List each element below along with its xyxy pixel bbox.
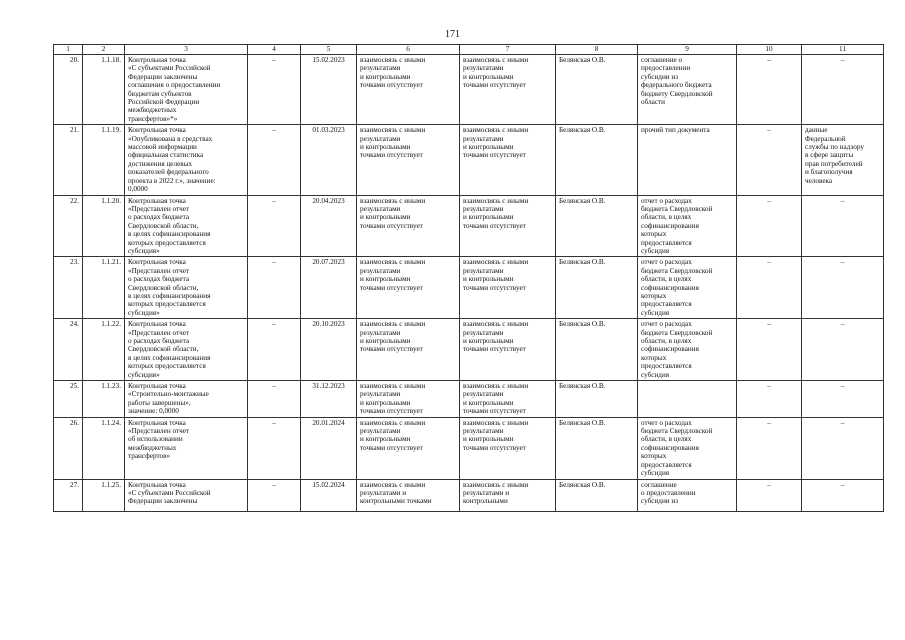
relation-description-line: точками отсутствует <box>360 283 423 292</box>
relation-description-line: результатами <box>463 427 504 436</box>
relation-description-line: взаимосвязь с иными <box>463 382 529 391</box>
control-point-name-line: субсидия» <box>128 370 160 379</box>
info-system-line: прав потребителей <box>805 159 863 168</box>
row-code: 1.1.22. <box>83 319 125 381</box>
control-point-name-line: «С субъектами Российской <box>128 64 211 73</box>
document-type-line: субсидия <box>641 246 670 255</box>
column-10-value: – <box>737 195 802 257</box>
control-point-name-line: о расходах бюджета <box>128 213 190 222</box>
column-4-value: – <box>248 319 301 381</box>
row-code: 1.1.18. <box>83 55 125 125</box>
control-point-name-line: Контрольная точка <box>128 196 186 205</box>
info-system-line: – <box>840 382 845 391</box>
deadline-date: 20.10.2023 <box>301 319 357 381</box>
relation-description-line: и контрольными <box>360 72 411 81</box>
relation-description-line: точками отсутствует <box>360 345 423 354</box>
info-system <box>802 55 884 125</box>
document-type-line: соглашение <box>641 480 677 489</box>
document-type-line: бюджета Свердловской <box>641 427 713 436</box>
relation-description <box>460 125 556 195</box>
document-type <box>638 479 737 511</box>
control-point-name <box>125 381 248 418</box>
relation-description-line: и контрольными <box>360 275 411 284</box>
relation-description-line: и контрольными <box>360 337 411 345</box>
control-point-name <box>125 319 248 381</box>
document-type-line: субсидия <box>641 308 670 317</box>
column-header: 1 <box>54 45 83 55</box>
relation-description-line: точками отсутствует <box>463 345 526 354</box>
relation-description-line: точками отсутствует <box>360 151 423 160</box>
control-point-name-line: трансфертов»*» <box>128 114 178 123</box>
relation-description-line: взаимосвязь с иными <box>463 56 529 64</box>
document-type-line: софинансирования <box>641 221 699 230</box>
control-point-name-line: межбюджетных <box>128 106 177 115</box>
relation-description-line: точками отсутствует <box>463 283 526 292</box>
info-system-line: – <box>840 56 845 64</box>
table-row <box>54 319 884 381</box>
document-type-line: предоставляется <box>641 362 692 371</box>
relation-description-line: результатами <box>360 64 401 73</box>
row-number: 27. <box>54 479 83 511</box>
relation-description-line: результатами <box>463 390 504 399</box>
relation-description <box>460 381 556 418</box>
table-row <box>54 381 884 418</box>
control-point-name-line: о расходах бюджета <box>128 337 190 345</box>
relation-description <box>357 125 460 195</box>
control-point-name-line: «Представлен отчет <box>128 427 190 436</box>
document-type-line: бюджета Свердловской <box>641 328 713 337</box>
row-code: 1.1.23. <box>83 381 125 418</box>
document-type-line: субсидии из <box>641 497 679 506</box>
page-number: 171 <box>445 29 460 40</box>
control-point-name-line: Свердловской области, <box>128 345 199 354</box>
relation-description-line: взаимосвязь с иными <box>360 480 426 489</box>
relation-description-line: точками отсутствует <box>360 407 423 416</box>
table-body <box>54 55 884 512</box>
relation-description <box>460 479 556 511</box>
document-type-line: области, в целях <box>641 337 692 345</box>
relation-description-line: взаимосвязь с иными <box>360 418 426 427</box>
column-header: 2 <box>83 45 125 55</box>
info-system <box>802 381 884 418</box>
relation-description-line: взаимосвязь с иными <box>360 320 426 329</box>
relation-description-line: результатами <box>463 64 504 73</box>
column-header: 5 <box>301 45 357 55</box>
relation-description-line: точками отсутствует <box>463 151 526 160</box>
control-point-name-line: «С субъектами Российской <box>128 488 211 497</box>
info-system-line: и благополучия <box>805 168 853 177</box>
relation-description-line: и контрольными <box>360 398 411 407</box>
document-type-line: отчет о расходах <box>641 320 692 329</box>
control-point-name <box>125 125 248 195</box>
document-type-line: бюджета Свердловской <box>641 266 713 275</box>
document-type-line: федерального бюджета <box>641 81 712 90</box>
control-point-name-line: «Представлен отчет <box>128 266 190 275</box>
control-point-name-line: соглашения о предоставлении <box>128 81 221 90</box>
column-10-value: – <box>737 417 802 479</box>
control-point-name-line: Контрольная точка <box>128 56 186 64</box>
info-system-line: Федеральной <box>805 134 846 143</box>
column-10-value: – <box>737 319 802 381</box>
document-type-line: области, в целях <box>641 275 692 284</box>
relation-description-line: взаимосвязь с иными <box>360 56 426 64</box>
column-header: 9 <box>638 45 737 55</box>
info-system-line: – <box>840 320 845 329</box>
control-point-name-line: «Представлен отчет <box>128 328 190 337</box>
relation-description <box>357 257 460 319</box>
column-4-value: – <box>248 381 301 418</box>
document-type-line: области, в целях <box>641 213 692 222</box>
column-header: 7 <box>460 45 556 55</box>
column-header: 4 <box>248 45 301 55</box>
column-10-value: – <box>737 257 802 319</box>
relation-description-line: контрольными <box>463 497 508 506</box>
relation-description-line: результатами <box>463 134 504 143</box>
control-point-name-line: Свердловской области, <box>128 283 199 292</box>
column-4-value: – <box>248 55 301 125</box>
column-header: 6 <box>357 45 460 55</box>
control-points-table <box>53 44 884 512</box>
relation-description-line: результатами <box>360 134 401 143</box>
row-code: 1.1.21. <box>83 257 125 319</box>
document-type <box>638 257 737 319</box>
control-point-name-line: Свердловской области, <box>128 221 199 230</box>
table-row <box>54 479 884 511</box>
document-type-line: бюджета Свердловской <box>641 204 713 213</box>
relation-description-line: контрольными точками <box>360 497 432 506</box>
relation-description-line: результатами <box>463 204 504 213</box>
control-point-name <box>125 195 248 257</box>
control-point-name-line: Контрольная точка <box>128 382 186 391</box>
table-row <box>54 257 884 319</box>
control-point-name-line: массовой информации <box>128 143 197 152</box>
responsible-person: Белянская О.В. <box>556 479 638 511</box>
relation-description-line: и контрольными <box>360 143 411 152</box>
relation-description <box>357 55 460 125</box>
control-point-name-line: межбюджетных <box>128 443 177 452</box>
relation-description-line: точками отсутствует <box>463 407 526 416</box>
info-system <box>802 125 884 195</box>
document-type-line: соглашение о <box>641 56 683 64</box>
relation-description <box>460 319 556 381</box>
document-type-line: которых <box>641 230 667 239</box>
relation-description <box>357 417 460 479</box>
document-type-line: предоставлении <box>641 64 691 73</box>
relation-description-line: и контрольными <box>463 72 514 81</box>
info-system <box>802 417 884 479</box>
control-point-name-line: официальная статистика <box>128 151 204 160</box>
row-code: 1.1.24. <box>83 417 125 479</box>
relation-description-line: взаимосвязь с иными <box>463 126 529 135</box>
relation-description-line: результатами и <box>360 488 407 497</box>
control-point-name-line: в целях софинансирования <box>128 353 211 362</box>
info-system <box>802 257 884 319</box>
column-4-value: – <box>248 125 301 195</box>
relation-description-line: точками отсутствует <box>463 443 526 452</box>
responsible-person: Белянская О.В. <box>556 195 638 257</box>
control-point-name-line: об использовании <box>128 435 183 444</box>
table-row <box>54 55 884 125</box>
column-4-value: – <box>248 257 301 319</box>
control-point-name-line: Контрольная точка <box>128 418 186 427</box>
relation-description-line: результатами <box>360 427 401 436</box>
control-point-name-line: в целях софинансирования <box>128 291 211 300</box>
info-system <box>802 319 884 381</box>
relation-description-line: и контрольными <box>463 143 514 152</box>
responsible-person: Белянская О.В. <box>556 381 638 418</box>
info-system <box>802 195 884 257</box>
relation-description-line: взаимосвязь с иными <box>360 196 426 205</box>
control-point-name-line: достижения целевых <box>128 159 193 168</box>
deadline-date: 01.03.2023 <box>301 125 357 195</box>
row-code: 1.1.25. <box>83 479 125 511</box>
relation-description-line: точками отсутствует <box>463 81 526 90</box>
relation-description-line: результатами <box>463 328 504 337</box>
relation-description <box>460 195 556 257</box>
control-point-name <box>125 55 248 125</box>
info-system-line: – <box>840 418 845 427</box>
control-point-name-line: о расходах бюджета <box>128 275 190 284</box>
document-type <box>638 125 737 195</box>
deadline-date: 15.02.2024 <box>301 479 357 511</box>
document-type-line: субсидии из <box>641 72 679 81</box>
relation-description-line: результатами <box>463 266 504 275</box>
control-point-name-line: «Представлен отчет <box>128 204 190 213</box>
document-type <box>638 55 737 125</box>
relation-description <box>460 55 556 125</box>
relation-description-line: результатами <box>360 266 401 275</box>
responsible-person: Белянская О.В. <box>556 257 638 319</box>
document-type-line: предоставляется <box>641 460 692 469</box>
document-type-line: отчет о расходах <box>641 258 692 267</box>
document-type <box>638 319 737 381</box>
document-type-line: субсидия <box>641 469 670 478</box>
document-type-line: предоставляется <box>641 238 692 247</box>
document-type-line: области <box>641 98 666 107</box>
relation-description-line: результатами <box>360 328 401 337</box>
relation-description-line: точками отсутствует <box>360 81 423 90</box>
document-type-line: софинансирования <box>641 345 699 354</box>
relation-description-line: и контрольными <box>360 213 411 222</box>
info-system-line: человека <box>805 176 833 185</box>
control-point-name-line: в целях софинансирования <box>128 230 211 239</box>
column-10-value: – <box>737 479 802 511</box>
relation-description-line: взаимосвязь с иными <box>463 196 529 205</box>
table-row <box>54 417 884 479</box>
info-system-line: – <box>840 196 845 205</box>
control-point-name-line: субсидия» <box>128 246 160 255</box>
info-system-line: данные <box>805 126 828 135</box>
relation-description-line: взаимосвязь с иными <box>360 258 426 267</box>
relation-description-line: и контрольными <box>360 435 411 444</box>
document-type-line: субсидия <box>641 370 670 379</box>
info-system-line: – <box>840 258 845 267</box>
control-point-name-line: Федерации заключены <box>128 72 198 81</box>
control-point-name-line: Контрольная точка <box>128 258 186 267</box>
column-10-value: – <box>737 381 802 418</box>
control-point-name-line: «Строительно-монтажные <box>128 390 209 399</box>
row-number: 25. <box>54 381 83 418</box>
deadline-date: 20.07.2023 <box>301 257 357 319</box>
row-number: 26. <box>54 417 83 479</box>
control-point-name <box>125 417 248 479</box>
column-number-row <box>54 45 884 55</box>
relation-description-line: и контрольными <box>463 398 514 407</box>
control-point-name-line: которых предоставляется <box>128 300 206 309</box>
document-type-line: софинансирования <box>641 283 699 292</box>
control-point-name-line: Контрольная точка <box>128 480 186 489</box>
document-type-line: которых <box>641 353 667 362</box>
control-point-name-line: которых предоставляется <box>128 238 206 247</box>
relation-description-line: и контрольными <box>463 213 514 222</box>
control-point-name-line: которых предоставляется <box>128 362 206 371</box>
row-code: 1.1.20. <box>83 195 125 257</box>
control-point-name-line: Российской Федерации <box>128 98 200 107</box>
relation-description <box>357 381 460 418</box>
column-10-value: – <box>737 125 802 195</box>
relation-description-line: точками отсутствует <box>360 221 423 230</box>
deadline-date: 20.01.2024 <box>301 417 357 479</box>
relation-description-line: результатами <box>360 204 401 213</box>
document-type-line: области, в целях <box>641 435 692 444</box>
deadline-date: 31.12.2023 <box>301 381 357 418</box>
row-number: 24. <box>54 319 83 381</box>
deadline-date: 20.04.2023 <box>301 195 357 257</box>
control-point-name-line: бюджетам субъектов <box>128 89 192 98</box>
column-header: 11 <box>802 45 884 55</box>
column-4-value: – <box>248 195 301 257</box>
control-point-name <box>125 257 248 319</box>
relation-description-line: и контрольными <box>463 435 514 444</box>
row-number: 23. <box>54 257 83 319</box>
column-4-value: – <box>248 479 301 511</box>
control-point-name-line: 0,0000 <box>128 185 148 194</box>
relation-description-line: точками отсутствует <box>360 443 423 452</box>
document-type-line: бюджету Свердловской <box>641 89 713 98</box>
relation-description-line: взаимосвязь с иными <box>463 418 529 427</box>
document-type-line: которых <box>641 291 667 300</box>
relation-description <box>460 417 556 479</box>
document-type-line: которых <box>641 452 667 461</box>
document-type-line: отчет о расходах <box>641 418 692 427</box>
responsible-person: Белянская О.В. <box>556 55 638 125</box>
table-row <box>54 125 884 195</box>
control-point-name-line: Контрольная точка <box>128 126 186 135</box>
relation-description-line: взаимосвязь с иными <box>360 126 426 135</box>
relation-description <box>460 257 556 319</box>
control-point-name-line: Федерации заключены <box>128 497 198 506</box>
relation-description-line: и контрольными <box>463 275 514 284</box>
control-point-name-line: трансфертов» <box>128 452 171 461</box>
relation-description-line: взаимосвязь с иными <box>360 382 426 391</box>
column-header: 3 <box>125 45 248 55</box>
column-header: 10 <box>737 45 802 55</box>
control-point-name-line: «Опубликована в средствах <box>128 134 213 143</box>
relation-description-line: и контрольными <box>463 337 514 345</box>
table-row <box>54 195 884 257</box>
relation-description-line: результатами и <box>463 488 510 497</box>
control-point-name-line: субсидия» <box>128 308 160 317</box>
relation-description-line: результатами <box>360 390 401 399</box>
control-point-name-line: Контрольная точка <box>128 320 186 329</box>
responsible-person: Белянская О.В. <box>556 417 638 479</box>
responsible-person: Белянская О.В. <box>556 319 638 381</box>
responsible-person: Белянская О.В. <box>556 125 638 195</box>
relation-description-line: точками отсутствует <box>463 221 526 230</box>
control-point-name <box>125 479 248 511</box>
deadline-date: 15.02.2023 <box>301 55 357 125</box>
control-point-name-line: проекта в 2022 г.», значение: <box>128 176 216 185</box>
row-number: 22. <box>54 195 83 257</box>
column-header: 8 <box>556 45 638 55</box>
info-system-line: в сфере защиты <box>805 151 854 160</box>
control-point-name-line: значение: 0,0000 <box>128 407 179 416</box>
relation-description <box>357 195 460 257</box>
document-type <box>638 381 737 418</box>
document-type <box>638 195 737 257</box>
document-type-line: отчет о расходах <box>641 196 692 205</box>
info-system-line: – <box>840 480 845 489</box>
control-point-name-line: показателей федерального <box>128 168 209 177</box>
column-4-value: – <box>248 417 301 479</box>
relation-description-line: взаимосвязь с иными <box>463 480 529 489</box>
info-system <box>802 479 884 511</box>
relation-description <box>357 319 460 381</box>
row-code: 1.1.19. <box>83 125 125 195</box>
document-type-line: софинансирования <box>641 443 699 452</box>
document-type-line: предоставляется <box>641 300 692 309</box>
document-type-line: о предоставлении <box>641 488 696 497</box>
row-number: 21. <box>54 125 83 195</box>
row-number: 20. <box>54 55 83 125</box>
control-point-name-line: работы завершены», <box>128 398 191 407</box>
relation-description-line: взаимосвязь с иными <box>463 258 529 267</box>
document-type <box>638 417 737 479</box>
relation-description <box>357 479 460 511</box>
document-type-line: прочий тип документа <box>641 126 710 135</box>
column-10-value: – <box>737 55 802 125</box>
info-system-line: службы по надзору <box>805 143 864 152</box>
relation-description-line: взаимосвязь с иными <box>463 320 529 329</box>
